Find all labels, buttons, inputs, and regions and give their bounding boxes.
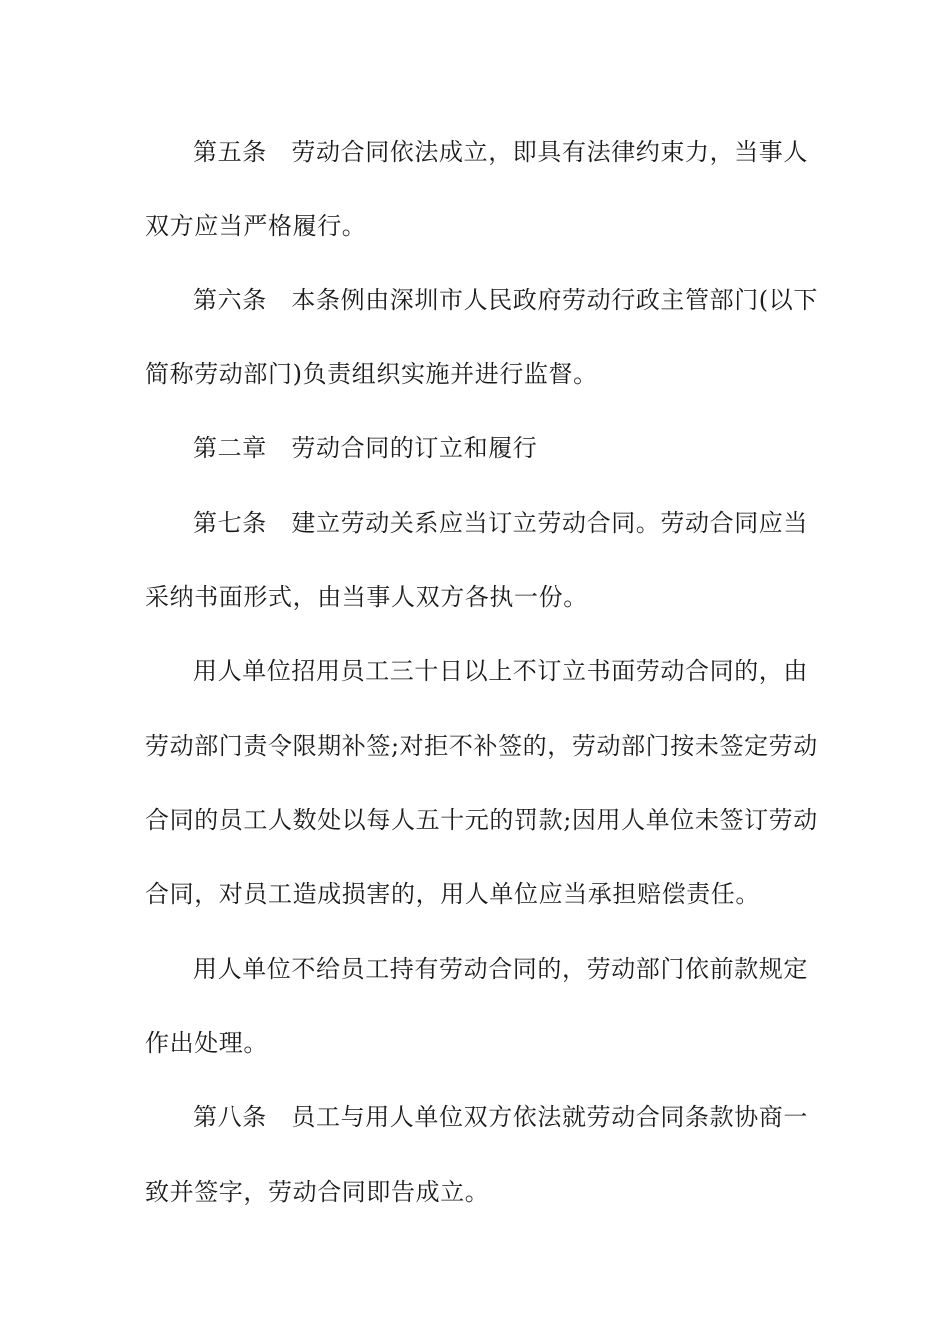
chapter-2-heading: 第二章 劳动合同的订立和履行 — [193, 434, 538, 462]
article-7-para-2-line-1: 用人单位招用员工三十日以上不订立书面劳动合同的，由 — [193, 657, 808, 685]
article-7-para-2-line-3: 合同的员工人数处以每人五十元的罚款;因用人单位未签订劳动 — [145, 806, 818, 834]
article-6-line-1: 第六条 本条例由深圳市人民政府劳动行政主管部门(以下 — [193, 286, 818, 314]
article-7-para-2-line-4: 合同，对员工造成损害的，用人单位应当承担赔偿责任。 — [145, 880, 760, 908]
article-8-line-2: 致并签字，劳动合同即告成立。 — [145, 1178, 490, 1206]
article-7-para-2-line-2: 劳动部门责令限期补签;对拒不补签的，劳动部门按未签定劳动 — [145, 732, 818, 760]
article-7-para-3-line-1: 用人单位不给员工持有劳动合同的，劳动部门依前款规定 — [193, 955, 808, 983]
article-5-line-2: 双方应当严格履行。 — [145, 212, 367, 240]
article-8-line-1: 第八条 员工与用人单位双方依法就劳动合同条款协商一 — [193, 1103, 808, 1131]
article-7-line-1: 第七条 建立劳动关系应当订立劳动合同。劳动合同应当 — [193, 509, 808, 537]
article-7-para-3-line-2: 作出处理。 — [145, 1029, 268, 1057]
article-7-line-2: 采纳书面形式，由当事人双方各执一份。 — [145, 583, 588, 611]
article-6-line-2: 简称劳动部门)负责组织实施并进行监督。 — [145, 360, 598, 388]
article-5-line-1: 第五条 劳动合同依法成立，即具有法律约束力，当事人 — [193, 138, 808, 166]
